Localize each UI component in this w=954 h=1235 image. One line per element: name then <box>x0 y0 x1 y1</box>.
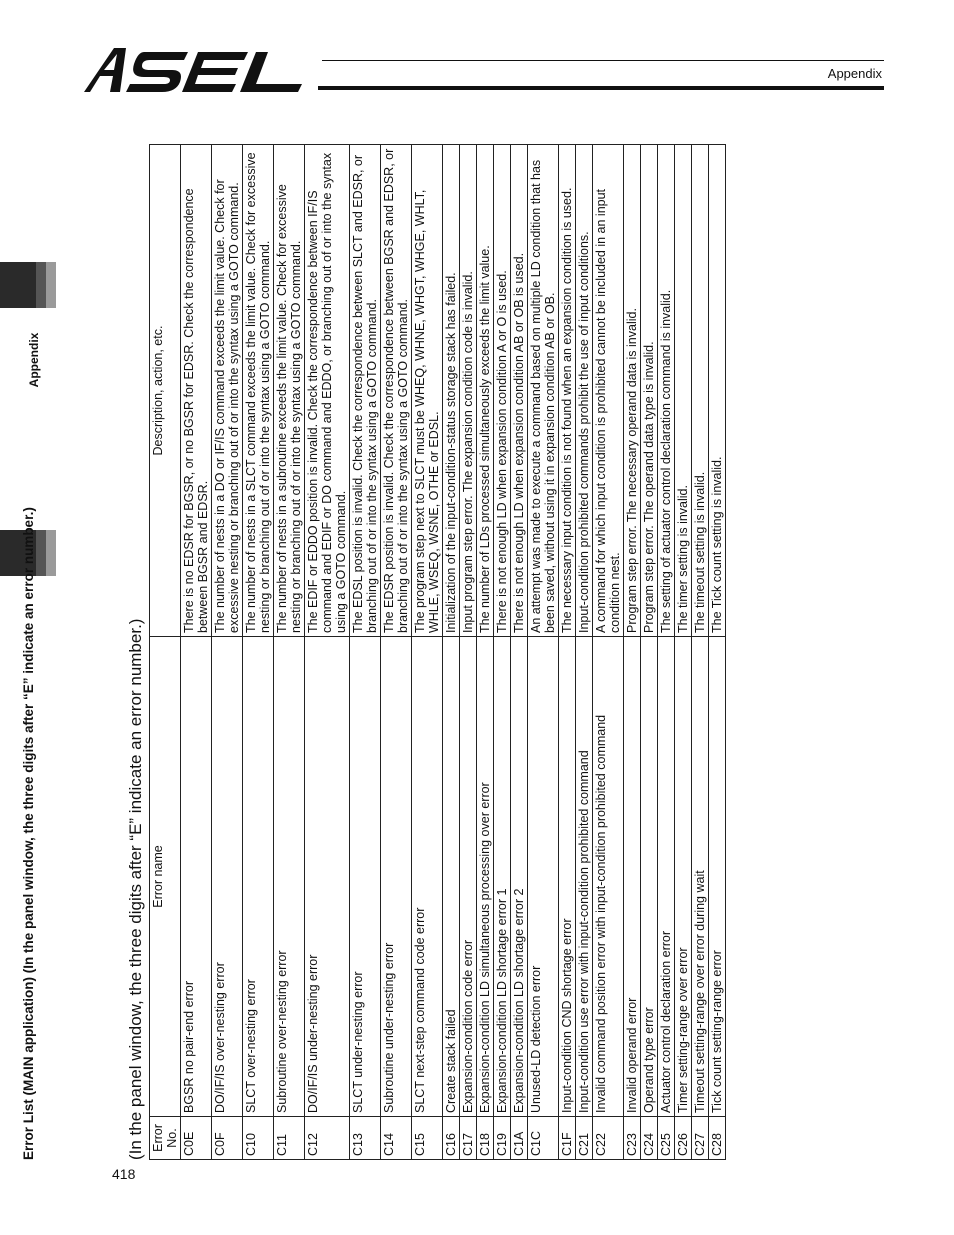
table-row <box>675 145 692 1160</box>
table-row <box>528 145 559 1160</box>
table-row <box>274 145 305 1160</box>
header-section-label: Appendix <box>827 66 882 81</box>
table-row <box>709 145 726 1160</box>
error-no-cell: C17 <box>460 1117 477 1160</box>
error-description-cell: Program step error. The necessary operand data is invalid. <box>624 145 641 637</box>
col-header-error-no: Error No. <box>150 1117 181 1160</box>
section-title: Error List (MAIN application) (In the panel window, the three digits after “E” indicate an error number.) <box>21 507 36 1160</box>
error-description-cell: The number of nests in a SLCT command exceeds the limit value. Check for excessive nesting or branching out of or into the syntax using a GOTO command. <box>243 145 274 637</box>
error-no-cell: C28 <box>709 1117 726 1160</box>
error-no-cell: C11 <box>274 1117 305 1160</box>
error-no-cell: C23 <box>624 1117 641 1160</box>
error-no-cell: C14 <box>381 1117 412 1160</box>
error-no-cell: C1C <box>528 1117 559 1160</box>
error-name-cell: Input-condition use error with input-condition prohibited command <box>576 637 593 1117</box>
error-no-cell: C13 <box>350 1117 381 1160</box>
error-name-cell: DO/IF/IS under-nesting error <box>305 637 350 1117</box>
error-name-cell: Expansion-condition LD shortage error 1 <box>494 637 511 1117</box>
error-name-cell: Unused-LD detection error <box>528 637 559 1117</box>
table-row <box>381 145 412 1160</box>
error-description-cell: The EDSL position is invalid. Check the correspondence between SLCT and EDSR, or branching out of or into the syntax using a GOTO command. <box>350 145 381 637</box>
error-name-cell: Invalid command position error with input-condition prohibited command <box>593 637 624 1117</box>
table-row <box>412 145 443 1160</box>
table-row <box>350 145 381 1160</box>
table-row <box>624 145 641 1160</box>
error-description-cell: There is not enough LD when expansion condition AB or OB is used. <box>511 145 528 637</box>
error-description-cell: The number of nests in a DO or IF/IS command exceeds the limit value. Check for excessive nesting or branching out of or into the syntax using a GOTO command. <box>212 145 243 637</box>
side-tab-label: Appendix <box>27 332 41 388</box>
error-no-cell: C0E <box>181 1117 212 1160</box>
error-no-cell: C1F <box>559 1117 576 1160</box>
error-no-cell: C26 <box>675 1117 692 1160</box>
error-no-cell: C18 <box>477 1117 494 1160</box>
error-name-cell: Expansion-condition code error <box>460 637 477 1117</box>
col-header-description: Description, action, etc. <box>150 145 181 637</box>
error-name-cell: Actuator control declaration error <box>658 637 675 1117</box>
error-description-cell: There is not enough LD when expansion condition A or O is used. <box>494 145 511 637</box>
error-description-cell: The EDSR position is invalid. Check the correspondence between BGSR and EDSR, or branching out of or into the syntax using a GOTO command. <box>381 145 412 637</box>
error-no-cell: C12 <box>305 1117 350 1160</box>
error-name-cell: Operand type error <box>641 637 658 1117</box>
error-no-cell: C0F <box>212 1117 243 1160</box>
error-no-cell: C25 <box>658 1117 675 1160</box>
error-no-cell: C24 <box>641 1117 658 1160</box>
error-name-cell: Expansion-condition LD shortage error 2 <box>511 637 528 1117</box>
error-description-cell: A command for which input condition is prohibited cannot be included in an input condition nest. <box>593 145 624 637</box>
table-row <box>593 145 624 1160</box>
error-name-cell: Input-condition CND shortage error <box>559 637 576 1117</box>
error-name-cell: Timer setting-range over error <box>675 637 692 1117</box>
error-description-cell: The number of nests in a subroutine exceeds the limit value. Check for excessive nesting or branching out of or into the syntax using a GOTO command. <box>274 145 305 637</box>
table-row <box>181 145 212 1160</box>
error-no-cell: C22 <box>593 1117 624 1160</box>
table-row <box>212 145 243 1160</box>
col-header-error-name: Error name <box>150 637 181 1117</box>
section-subtitle: (In the panel window, the three digits after “E” indicate an error number.) <box>126 618 145 1160</box>
table-row <box>658 145 675 1160</box>
error-description-cell: The setting of actuator control declaration command is invalid. <box>658 145 675 637</box>
error-name-cell: SLCT over-nesting error <box>243 637 274 1117</box>
table-row <box>692 145 709 1160</box>
error-name-cell: SLCT under-nesting error <box>350 637 381 1117</box>
table-row <box>460 145 477 1160</box>
table-row <box>243 145 274 1160</box>
error-description-cell: The necessary input condition is not found when an expansion condition is used. <box>559 145 576 637</box>
error-name-cell: Invalid operand error <box>624 637 641 1117</box>
table-row <box>305 145 350 1160</box>
table-row <box>576 145 593 1160</box>
table-row <box>511 145 528 1160</box>
table-row <box>494 145 511 1160</box>
error-name-cell: Tick count setting-range error <box>709 637 726 1117</box>
error-no-cell: C1A <box>511 1117 528 1160</box>
error-name-cell: Expansion-condition LD simultaneous processing over error <box>477 637 494 1117</box>
table-header-row <box>150 145 181 1160</box>
error-description-cell: The timeout setting is invalid. <box>692 145 709 637</box>
table-row <box>443 145 460 1160</box>
error-description-cell: The program step next to SLCT must be WHEQ, WHNE, WHGT, WHGE, WHLT, WHLE, WSEQ, WSNE, OTHE or EDSL. <box>412 145 443 637</box>
error-no-cell: C15 <box>412 1117 443 1160</box>
error-description-cell: The timer setting is invalid. <box>675 145 692 637</box>
error-description-cell: There is no EDSR for BGSR, or no BGSR for EDSR. Check the correspondence between BGSR and EDSR. <box>181 145 212 637</box>
table-row <box>559 145 576 1160</box>
header-rule-thick <box>318 86 884 90</box>
error-name-cell: SLCT next-step command code error <box>412 637 443 1117</box>
error-name-cell: Subroutine over-nesting error <box>274 637 305 1117</box>
error-description-cell: The Tick count setting is invalid. <box>709 145 726 637</box>
error-name-cell: BGSR no pair-end error <box>181 637 212 1117</box>
error-table <box>149 144 726 1160</box>
page-number: 418 <box>112 1166 136 1182</box>
error-name-cell: Timeout setting-range over error during wait <box>692 637 709 1117</box>
error-no-cell: C16 <box>443 1117 460 1160</box>
error-no-cell: C10 <box>243 1117 274 1160</box>
table-row <box>641 145 658 1160</box>
error-description-cell: The number of LDs processed simultaneously exceeds the limit value. <box>477 145 494 637</box>
error-no-cell: C27 <box>692 1117 709 1160</box>
error-description-cell: The EDIF or EDDO position is invalid. Check the correspondence between IF/IS command and EDIF or DO command and EDDO, or branching out of or into the syntax using a GOTO command. <box>305 145 350 637</box>
error-name-cell: Create stack failed <box>443 637 460 1117</box>
error-no-cell: C21 <box>576 1117 593 1160</box>
error-description-cell: Input-condition prohibited commands prohibit the use of input conditions. <box>576 145 593 637</box>
table-row <box>477 145 494 1160</box>
error-no-cell: C19 <box>494 1117 511 1160</box>
error-description-cell: Input program step error. The expansion condition code is invalid. <box>460 145 477 637</box>
error-name-cell: DO/IF/IS over-nesting error <box>212 637 243 1117</box>
asel-logo <box>80 40 320 96</box>
error-description-cell: An attempt was made to execute a command based on multiple LD condition that has been saved, without using it in expansion condition AB or OB. <box>528 145 559 637</box>
error-name-cell: Subroutine under-nesting error <box>381 637 412 1117</box>
rotated-content <box>0 145 740 1160</box>
header-rule-thin <box>322 60 884 61</box>
error-description-cell: Program step error. The operand data type is invalid. <box>641 145 658 637</box>
error-description-cell: Initialization of the input-condition-status storage stack has failed. <box>443 145 460 637</box>
